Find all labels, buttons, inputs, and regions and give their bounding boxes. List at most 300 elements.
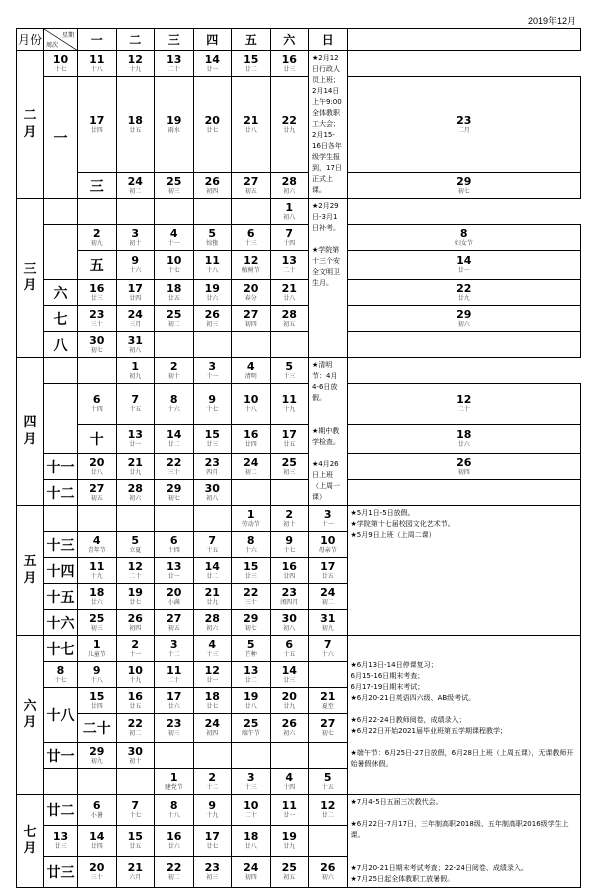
lunar-date: 廿一 [206, 65, 219, 73]
weekday-mon: 一 [78, 29, 117, 51]
day-cell [232, 662, 271, 688]
day-number: 17 [320, 559, 336, 573]
day-number: 3 [323, 507, 332, 521]
lunar-date: 十六 [167, 406, 180, 413]
lunar-date: 初九 [90, 757, 103, 765]
day-number: 24 [243, 861, 259, 874]
note-line: ★7月25日起全体教职工放暑假。 [350, 875, 455, 883]
day-cell [193, 769, 232, 795]
lunar-date: 廿二 [244, 65, 257, 73]
lunar-date: 初九 [129, 372, 142, 380]
day-cell [116, 714, 155, 743]
day-number: 17 [166, 689, 182, 703]
day-cell [155, 857, 194, 888]
day-cell [232, 795, 271, 826]
day-number: 8 [246, 533, 255, 547]
day-number: 13 [166, 559, 182, 573]
day-cell [232, 688, 271, 714]
day-number: 23 [204, 455, 220, 469]
note-line [351, 638, 578, 649]
day-cell [78, 743, 117, 769]
day-cell [116, 662, 155, 688]
day-number: 23 [166, 717, 182, 730]
day-number: 24 [243, 455, 259, 469]
day-cell [309, 795, 348, 826]
day-cell [193, 584, 232, 610]
day-cell [44, 51, 78, 77]
day-cell [193, 532, 232, 558]
week-number: 十六 [44, 610, 78, 636]
day-cell [44, 662, 78, 688]
day-cell [78, 225, 117, 251]
day-cell [193, 332, 232, 358]
note-line: ★2月29日-3月1日补考。 [312, 202, 340, 232]
day-cell [44, 358, 78, 384]
day-cell [270, 384, 309, 425]
day-cell [193, 280, 232, 306]
month-notes [309, 358, 348, 506]
day-cell [78, 584, 117, 610]
day-cell [155, 532, 194, 558]
note-line: ★6月13日-14日停课复习； [350, 661, 438, 669]
note-line [312, 404, 344, 415]
week-row [17, 173, 581, 199]
day-cell [116, 199, 155, 225]
day-cell [270, 558, 309, 584]
day-cell [155, 636, 194, 662]
day-cell [309, 558, 348, 584]
lunar-date: 初九 [90, 239, 103, 247]
lunar-date: 廿五 [283, 441, 296, 448]
day-cell [270, 77, 309, 173]
day-cell [155, 454, 194, 480]
day-number: 18 [89, 585, 105, 599]
day-cell [232, 480, 271, 506]
day-number: 6 [285, 637, 294, 651]
lunar-date: 二十 [457, 406, 470, 413]
week-number: 二十 [78, 714, 117, 743]
day-number: 17 [89, 113, 105, 127]
day-cell [270, 714, 309, 743]
lunar-date: 十八 [90, 676, 103, 684]
day-cell [193, 306, 232, 332]
day-cell [193, 714, 232, 743]
lunar-date: 廿五 [129, 843, 142, 850]
week-number: 廿三 [44, 857, 78, 888]
day-number: 27 [243, 174, 259, 188]
day-cell [116, 769, 155, 795]
day-cell [155, 425, 194, 454]
day-number: 16 [127, 689, 143, 703]
day-cell [155, 826, 194, 857]
day-number: 5 [131, 533, 140, 547]
lunar-date: 初三 [206, 320, 219, 328]
lunar-date: 妇女节 [454, 239, 473, 247]
weekday-tue: 二 [116, 29, 155, 51]
lunar-date: 廿一 [457, 267, 470, 274]
day-cell [232, 251, 271, 280]
day-number: 22 [127, 717, 143, 730]
lunar-date: 廿三 [206, 441, 219, 448]
month-cell: 六 月 [17, 636, 44, 795]
day-cell [78, 384, 117, 425]
lunar-date: 初五 [167, 624, 180, 632]
lunar-date: 春分 [244, 294, 257, 302]
lunar-date: 廿九 [206, 598, 219, 606]
lunar-date: 初七 [321, 730, 334, 737]
note-line [312, 415, 344, 426]
day-number: 12 [456, 393, 472, 406]
day-cell [78, 688, 117, 714]
week-row [17, 51, 581, 77]
note-line [312, 448, 344, 459]
lunar-date: 雨水 [167, 126, 180, 134]
day-cell [232, 769, 271, 795]
day-number: 12 [127, 52, 143, 66]
day-number: 21 [204, 585, 220, 599]
day-number: 18 [166, 281, 182, 295]
lunar-date: 廿一 [129, 441, 142, 448]
day-number: 12 [243, 254, 259, 267]
day-number: 26 [127, 611, 143, 625]
lunar-date: 儿童节 [87, 650, 106, 658]
note-line: ★7月4-5日五届三次教代会。 [350, 798, 443, 806]
day-cell [78, 332, 117, 358]
day-number: 23 [204, 861, 220, 874]
day-number: 24 [320, 585, 336, 599]
day-number: 13 [166, 52, 182, 66]
day-cell [155, 358, 194, 384]
day-cell [155, 77, 194, 173]
day-cell [232, 51, 271, 77]
day-number: 15 [243, 559, 259, 573]
lunar-date: 初八 [206, 494, 219, 502]
day-cell [347, 225, 581, 251]
day-cell [270, 51, 309, 77]
lunar-date: 十四 [90, 406, 103, 413]
day-cell [116, 280, 155, 306]
day-number: 25 [281, 861, 297, 874]
week-row [17, 251, 581, 280]
lunar-date: 小暑 [90, 812, 103, 819]
lunar-date: 闰四月 [280, 598, 299, 606]
day-number: 1 [92, 637, 101, 651]
lunar-date: 初三 [283, 468, 296, 476]
lunar-date: 廿二 [206, 572, 219, 580]
date-stamp: 2019年12月 [527, 16, 576, 26]
day-cell [155, 480, 194, 506]
day-number: 12 [127, 559, 143, 573]
day-cell [270, 688, 309, 714]
day-number: 23 [456, 113, 472, 127]
day-cell [232, 558, 271, 584]
weekday-thu: 四 [193, 29, 232, 51]
day-number: 10 [243, 799, 259, 812]
day-number: 11 [89, 52, 105, 66]
lunar-date: 初四 [244, 320, 257, 328]
weekday-fri: 五 [232, 29, 271, 51]
lunar-date: 三月 [129, 320, 142, 328]
lunar-date: 初八 [283, 624, 296, 632]
day-number: 26 [456, 455, 472, 469]
day-number: 29 [89, 744, 105, 758]
day-cell [232, 857, 271, 888]
day-cell [78, 558, 117, 584]
day-number: 30 [204, 481, 220, 495]
week-number: 一 [44, 77, 78, 199]
weekday-sat: 六 [270, 29, 309, 51]
day-cell [116, 688, 155, 714]
day-cell [232, 826, 271, 857]
day-number: 24 [127, 307, 143, 321]
lunar-date: 十九 [129, 65, 142, 73]
day-number: 28 [281, 307, 297, 321]
day-number: 28 [204, 611, 220, 625]
lunar-date: 廿四 [90, 702, 103, 710]
day-cell [116, 225, 155, 251]
day-number: 10 [243, 393, 259, 406]
lunar-date: 廿六 [206, 294, 219, 302]
day-number: 20 [243, 281, 259, 295]
day-number: 29 [243, 611, 259, 625]
day-number: 22 [166, 455, 182, 469]
lunar-date: 初七 [90, 346, 103, 354]
day-number: 29 [166, 481, 182, 495]
day-cell [270, 425, 309, 454]
day-cell [155, 558, 194, 584]
day-number: 27 [166, 611, 182, 625]
day-number: 8 [169, 393, 178, 406]
day-cell [78, 610, 117, 636]
day-cell [44, 199, 78, 225]
day-cell [155, 714, 194, 743]
day-cell [116, 636, 155, 662]
week-number [44, 384, 78, 454]
month-notes [347, 636, 581, 795]
day-cell [309, 688, 348, 714]
lunar-date: 建党节 [164, 783, 183, 791]
lunar-date: 十五 [283, 650, 296, 658]
day-cell [116, 173, 155, 199]
day-number: 11 [281, 799, 297, 812]
lunar-date: 廿六 [457, 441, 470, 448]
lunar-date: 十三 [283, 372, 296, 380]
lunar-date: 廿五 [129, 702, 142, 710]
day-cell [232, 384, 271, 425]
lunar-date: 廿五 [167, 294, 180, 302]
day-number: 19 [127, 585, 143, 599]
lunar-date: 十一 [129, 650, 142, 658]
lunar-date: 十七 [206, 406, 219, 413]
day-number: 26 [204, 174, 220, 188]
day-cell [116, 584, 155, 610]
day-cell [193, 480, 232, 506]
day-cell [232, 610, 271, 636]
lunar-date: 十九 [283, 406, 296, 413]
day-cell [155, 506, 194, 532]
note-line: ★6月20-21日英语四六级、AB级考试。 [350, 694, 476, 702]
lunar-date: 初五 [283, 874, 296, 881]
day-cell [193, 743, 232, 769]
lunar-date: 廿三 [283, 676, 296, 684]
day-cell [155, 795, 194, 826]
day-number: 24 [127, 174, 143, 188]
note-line [351, 852, 578, 863]
day-number: 30 [127, 744, 143, 758]
day-number: 31 [127, 333, 143, 347]
lunar-date: 十七 [54, 65, 67, 73]
day-number: 27 [320, 717, 336, 730]
day-number: 18 [204, 689, 220, 703]
day-cell [78, 769, 117, 795]
lunar-date: 初七 [457, 187, 470, 195]
day-number: 19 [204, 281, 220, 295]
day-cell [116, 826, 155, 857]
lunar-date: 初四 [244, 874, 257, 881]
day-cell [193, 199, 232, 225]
day-cell [193, 688, 232, 714]
note-line: ★清明节：4月4-6日放假。 [312, 361, 338, 402]
day-number: 28 [281, 174, 297, 188]
lunar-date: 十八 [90, 65, 103, 73]
lunar-date: 十五 [129, 406, 142, 413]
day-number: 2 [285, 507, 294, 521]
day-cell [193, 857, 232, 888]
lunar-date: 十四 [283, 783, 296, 791]
note-line [351, 704, 578, 715]
day-number: 15 [127, 830, 143, 843]
lunar-date: 廿一 [206, 676, 219, 684]
day-number: 4 [208, 637, 217, 651]
week-number: 八 [44, 332, 78, 358]
lunar-date: 初三 [90, 624, 103, 632]
day-number: 2 [208, 770, 217, 784]
day-number: 9 [208, 799, 217, 812]
lunar-date: 初十 [129, 757, 142, 765]
lunar-date: 二十 [283, 267, 296, 274]
lunar-date: 廿六 [167, 702, 180, 710]
lunar-date: 初五 [244, 187, 257, 195]
day-cell [347, 384, 581, 425]
week-row [17, 280, 581, 306]
lunar-date: 初六 [457, 320, 470, 328]
day-number: 26 [281, 717, 297, 730]
lunar-date: 初七 [244, 624, 257, 632]
day-cell [155, 51, 194, 77]
day-cell [347, 280, 581, 306]
day-cell [270, 662, 309, 688]
day-cell [78, 795, 117, 826]
lunar-date: 十七 [283, 546, 296, 554]
lunar-date: 廿五 [321, 572, 334, 580]
day-cell [193, 506, 232, 532]
note-line [351, 808, 578, 819]
day-cell [116, 795, 155, 826]
week-row [17, 506, 581, 532]
day-number: 1 [246, 507, 255, 521]
day-cell [309, 743, 348, 769]
note-line [312, 234, 344, 245]
day-cell [155, 332, 194, 358]
day-number: 3 [169, 637, 178, 651]
lunar-date: 小满 [167, 598, 180, 606]
day-cell [193, 826, 232, 857]
week-row [17, 384, 581, 425]
lunar-date: 三十 [90, 320, 103, 328]
week-number: 十三 [44, 532, 78, 558]
day-cell [155, 384, 194, 425]
note-line: ★6月22日开始2021届毕业班第五学期课程教学； [350, 727, 507, 735]
lunar-date: 初二 [167, 874, 180, 881]
day-number: 8 [56, 663, 65, 677]
day-cell [155, 662, 194, 688]
day-cell [116, 506, 155, 532]
week-number: 十八 [44, 688, 78, 743]
lunar-date: 初六 [206, 624, 219, 632]
lunar-date: 初十 [129, 239, 142, 247]
day-number: 2 [131, 637, 140, 651]
day-cell [270, 454, 309, 480]
day-number: 11 [89, 559, 105, 573]
day-cell [116, 306, 155, 332]
day-number: 17 [204, 830, 220, 843]
day-number: 6 [92, 799, 101, 812]
day-number: 18 [456, 428, 472, 441]
day-number: 8 [169, 799, 178, 812]
day-cell [193, 384, 232, 425]
lunar-date: 廿九 [283, 126, 296, 134]
day-cell [270, 584, 309, 610]
lunar-date: 十六 [129, 267, 142, 274]
day-number: 9 [131, 254, 140, 267]
week-number: 六 [44, 280, 78, 306]
lunar-date: 立夏 [129, 546, 142, 554]
month-cell: 四 月 [17, 358, 44, 506]
day-cell [270, 826, 309, 857]
notes-header [347, 29, 581, 51]
lunar-date: 十一 [321, 520, 334, 528]
day-number: 28 [127, 481, 143, 495]
day-cell [193, 610, 232, 636]
note-line: ★6月22日-7月17日，三年制高职2018级、五年制高职2016级学生上课。 [350, 820, 569, 839]
day-number: 2 [92, 226, 101, 240]
week-number: 十七 [44, 636, 78, 662]
day-number: 21 [127, 455, 143, 469]
day-cell [232, 506, 271, 532]
day-cell [116, 332, 155, 358]
week-number: 廿二 [44, 795, 78, 826]
day-number: 14 [166, 428, 182, 441]
lunar-date: 廿二 [244, 676, 257, 684]
day-number: 11 [281, 393, 297, 406]
lunar-date: 十二 [206, 783, 219, 791]
day-number: 20 [204, 113, 220, 127]
lunar-date: 廿六 [167, 843, 180, 850]
calendar-table [16, 28, 581, 888]
day-cell [309, 714, 348, 743]
day-number: 9 [285, 533, 294, 547]
day-number: 13 [127, 428, 143, 441]
lunar-date: 初三 [167, 730, 180, 737]
day-cell [116, 857, 155, 888]
day-cell [232, 584, 271, 610]
week-number [44, 769, 78, 795]
day-number: 13 [52, 830, 69, 843]
lunar-date: 廿三 [90, 294, 103, 302]
weekday-sun: 日 [309, 29, 348, 51]
lunar-date: 十五 [206, 546, 219, 554]
week-number: 三 [78, 173, 117, 199]
